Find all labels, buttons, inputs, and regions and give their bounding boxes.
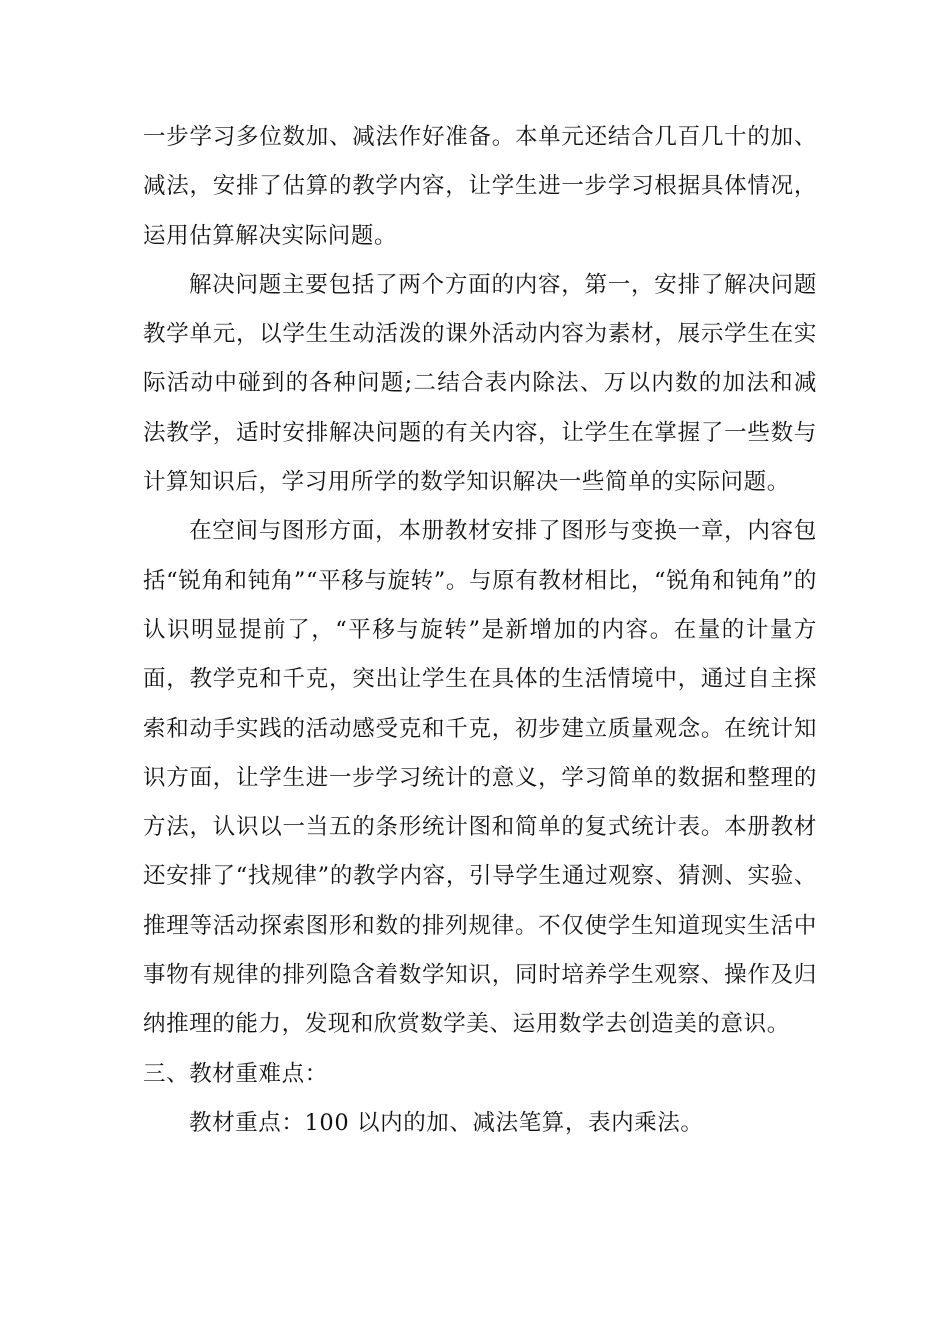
paragraph-problem-solving: 解决问题主要包括了两个方面的内容，第一，安排了解决问题教学单元，以学生生动活泼的课外活动内容为素材，展示学生在实际活动中碰到的各种问题;二结合表内除法、万以内数的加法和减法教学，适时安排解决问题的有关内容，让学生在掌握了一些数与计算知识后，学习用所学的数学知识解决一些简单的实际问题。 [143,271,817,496]
document-body [143,113,817,1148]
section-heading-key-points: 三、教材重难点： [143,1060,328,1087]
paragraph-continuation: 一步学习多位数加、减法作好准备。本单元还结合几百几十的加、减法，安排了估算的教学内容，让学生进一步学习根据具体情况，运用估算解决实际问题。 [143,124,817,249]
paragraph-key-points: 教材重点：100 以内的加、减法笔算，表内乘法。 [189,1109,704,1136]
paragraph-space-and-shapes: 在空间与图形方面，本册教材安排了图形与变换一章，内容包括“锐角和钝角”“平移与旋转”。与原有教材相比，“锐角和钝角”的认识明显提前了，“平移与旋转”是新增加的内容。在量的计量方面，教学克和千克，突出让学生在具体的生活情境中，通过自主探索和动手实践的活动感受克和千克，初步建立质量观念。在统计知识方面，让学生进一步学习统计的意义，学习简单的数据和整理的方法，认识以一当五的条形统计图和简单的复式统计表。本册教材还安排了“找规律”的教学内容，引导学生通过观察、猜测、实验、推理等活动探索图形和数的排列规律。不仅使学生知道现实生活中事物有规律的排列隐含着数学知识，同时培养学生观察、操作及归纳推理的能力，发现和欣赏数学美、运用数学去创造美的意识。 [143,518,817,1038]
